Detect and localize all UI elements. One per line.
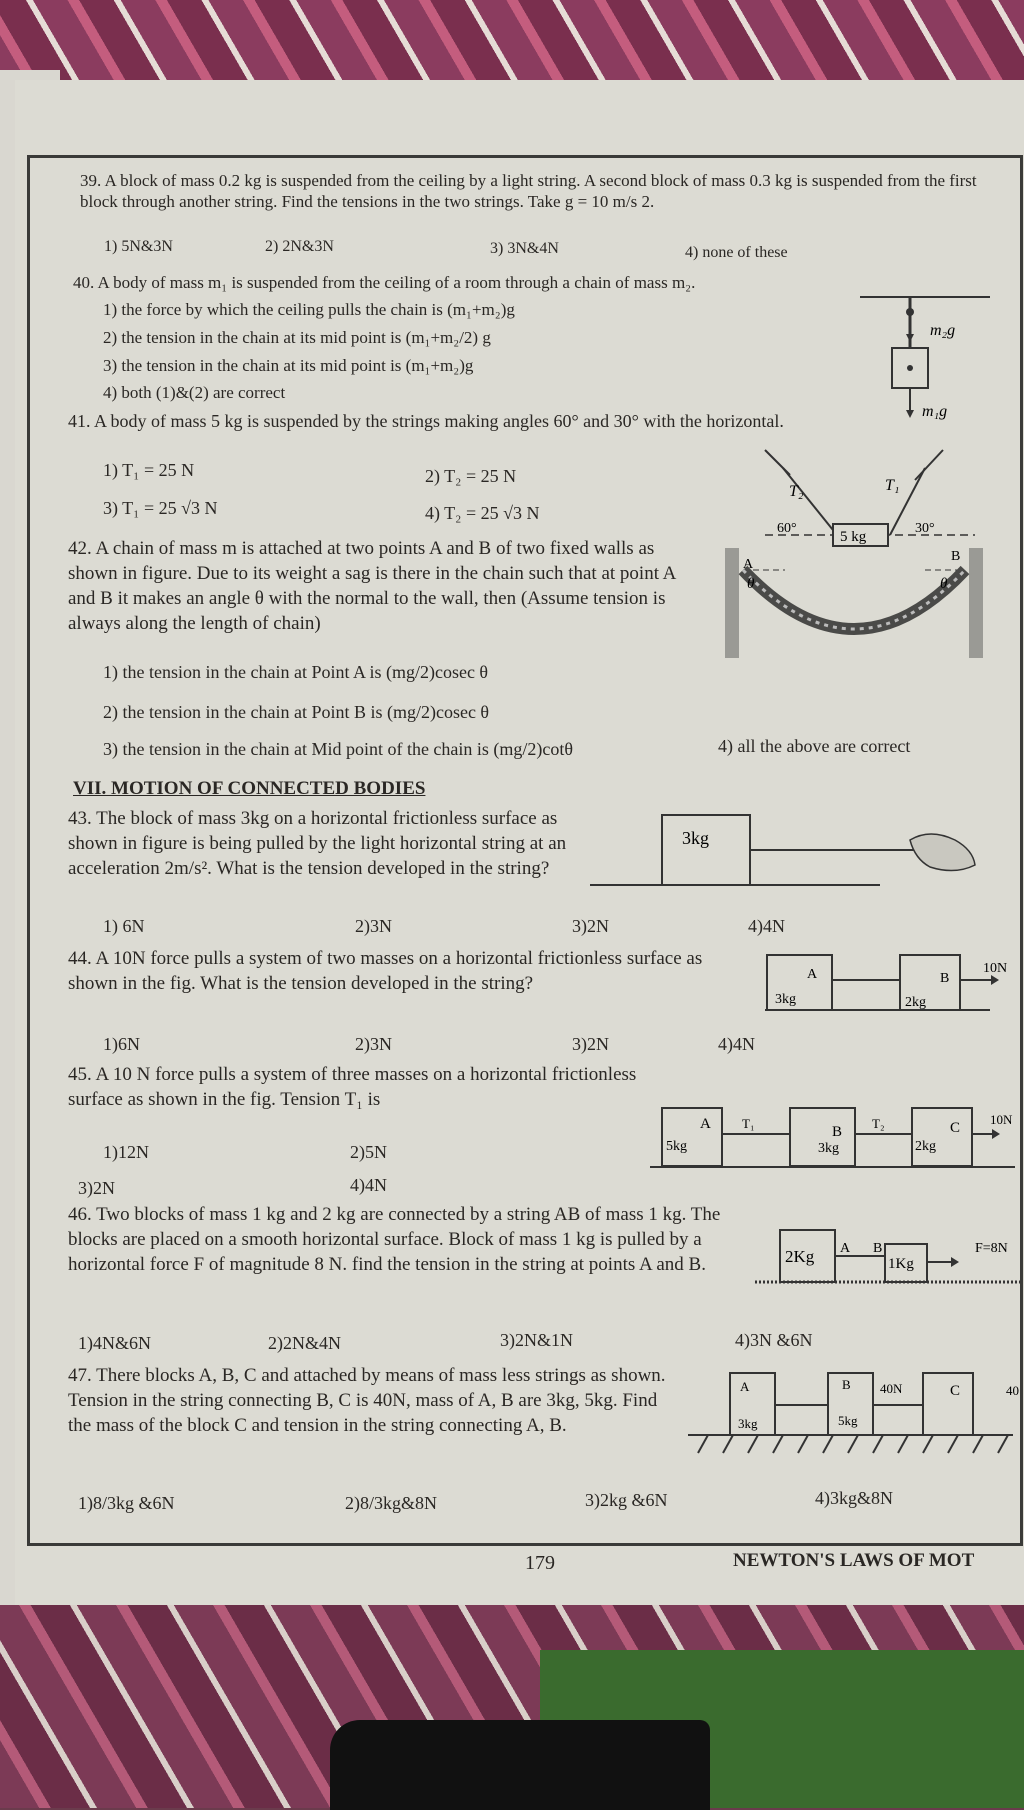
q45-option-2: 2)5N (350, 1142, 387, 1162)
q40-option-4: 4) both (1)&(2) are correct (103, 383, 286, 402)
q45-figure (650, 1100, 1020, 1170)
svg-text:B: B (940, 971, 950, 986)
q47-option-2: 2)8/3kg&8N (345, 1493, 437, 1513)
q42-option-3: 3) the tension in the chain at Mid point of the chain is (mg/2)cotθ (103, 739, 574, 759)
q42-option-1: 1) the tension in the chain at Point A is (mg/2)cosec θ (103, 662, 489, 682)
svg-text:B: B (951, 549, 961, 564)
svg-text:A: A (807, 967, 818, 982)
q47-option-4: 4)3kg&8N (815, 1488, 893, 1508)
question-40: 40. A body of mass m₁ is suspended from the ceiling of a room through a chain of mass m₂. (73, 273, 696, 292)
q42-figure (725, 548, 985, 663)
q41-option-4: 4) T₂ = 25 √3 N (425, 503, 540, 523)
svg-text:B: B (842, 1377, 851, 1392)
q46-option-2: 2)2N&4N (268, 1333, 341, 1353)
q40-figure (860, 292, 990, 432)
svg-text:2Kg: 2Kg (785, 1247, 815, 1266)
q47-option-1: 1)8/3kg &6N (78, 1493, 175, 1513)
svg-text:2kg: 2kg (915, 1139, 936, 1154)
svg-text:2kg: 2kg (905, 995, 926, 1010)
question-45: 45. A 10 N force pulls a system of three masses on a horizontal frictionless surface as shown in the fig. Tension T₁ is (68, 1064, 637, 1110)
svg-text:θ: θ (940, 576, 948, 592)
svg-text:30°: 30° (915, 521, 935, 536)
q42-option-4: 4) all the above are correct (718, 736, 911, 756)
q46-figure (755, 1222, 1020, 1287)
svg-text:m₂g: m₂g (930, 322, 956, 339)
svg-text:B: B (873, 1241, 883, 1256)
svg-text:A: A (840, 1241, 851, 1256)
q46-option-1: 1)4N&6N (78, 1333, 151, 1353)
svg-text:5kg: 5kg (666, 1139, 687, 1154)
question-42: 42. A chain of mass m is attached at two points A and B of two fixed walls as shown in figure. Due to its weight a sag is there in the chain such that at point A and B it makes an angle θ with the normal to the wall, then (Assume tension is always along the length of chain) (68, 538, 676, 634)
q39-option-2: 2) 2N&3N (265, 238, 334, 255)
svg-text:5kg: 5kg (838, 1413, 858, 1428)
question-47: 47. There blocks A, B, C and attached by means of mass less strings as shown. Tension in the string connecting B, C is 40N, mass of A, B are 3kg, 5kg. Find the mass of the block C and tension in the string connecting A, B. (68, 1365, 666, 1436)
q43-option-1: 1) 6N (103, 916, 145, 936)
svg-text:F=8N: F=8N (975, 1241, 1008, 1256)
svg-text:m₁g: m₁g (922, 403, 948, 420)
question-46: 46. Two blocks of mass 1 kg and 2 kg are connected by a string AB of mass 1 kg. The blocks are placed on a smooth horizontal surface. Block of mass 1 kg is pulled by a horizontal force F of magnitude 8 N. find the tension in the string at points A and B. (68, 1204, 721, 1275)
svg-text:A: A (740, 1379, 750, 1394)
svg-text:A: A (700, 1116, 711, 1132)
svg-text:3kg: 3kg (738, 1416, 758, 1431)
q42-option-2: 2) the tension in the chain at Point B is (mg/2)cosec θ (103, 702, 490, 722)
svg-text:A: A (743, 557, 754, 572)
q44-figure (765, 950, 1020, 1012)
svg-text:B: B (832, 1124, 843, 1140)
q41-option-3: 3) T₁ = 25 √3 N (103, 498, 218, 518)
q39-option-1: 1) 5N&3N (104, 238, 173, 255)
svg-text:10N: 10N (983, 961, 1008, 976)
q39-option-4: 4) none of these (685, 244, 788, 261)
svg-text:5 kg: 5 kg (840, 529, 867, 545)
svg-text:3kg: 3kg (818, 1141, 839, 1156)
question-44: 44. A 10N force pulls a system of two masses on a horizontal frictionless surface as shown in the fig. What is the tension developed in the string? (68, 948, 703, 994)
svg-text:60°: 60° (777, 521, 797, 536)
pen-object (330, 1720, 710, 1810)
q44-option-1: 1)6N (103, 1034, 140, 1054)
q47-figure (688, 1365, 1018, 1460)
q40-option-2: 2) the tension in the chain at its mid point is (m₁+m₂/2) g (103, 328, 491, 347)
svg-text:3kg: 3kg (775, 992, 796, 1007)
q46-option-3: 3)2N&1N (500, 1330, 573, 1350)
q47-option-3: 3)2kg &6N (585, 1490, 668, 1510)
q43-option-3: 3)2N (572, 916, 609, 936)
q44-option-3: 3)2N (572, 1034, 609, 1054)
q44-option-4: 4)4N (718, 1034, 755, 1054)
q45-option-1: 1)12N (103, 1142, 149, 1162)
q45-option-3: 3)2N (78, 1178, 115, 1198)
q43-option-2: 2)3N (355, 916, 392, 936)
question-41: 41. A body of mass 5 kg is suspended by the strings making angles 60° and 30° with the horizontal. (68, 411, 784, 431)
svg-text:3kg: 3kg (682, 828, 709, 848)
svg-text:40: 40 (1006, 1383, 1019, 1398)
question-43: 43. The block of mass 3kg on a horizontal frictionless surface as shown in figure is being pulled by the light horizontal string at an acceleration 2m/s². What is the tension developed in the string? (68, 808, 567, 879)
q46-option-4: 4)3N &6N (735, 1330, 813, 1350)
question-39: 39. A block of mass 0.2 kg is suspended from the ceiling by a light string. A second block of mass 0.3 kg is suspended from the first block through another string. Find the tensions in the two strings. Take g = 10 m/s 2. (80, 171, 977, 211)
q39-option-3: 3) 3N&4N (490, 240, 559, 257)
svg-text:C: C (950, 1120, 961, 1136)
chapter-title: NEWTON'S LAWS OF MOT (733, 1550, 975, 1571)
svg-text:10N: 10N (990, 1112, 1013, 1127)
section-heading: VII. MOTION OF CONNECTED BODIES (73, 778, 426, 799)
svg-text:C: C (950, 1383, 961, 1399)
svg-text:40N: 40N (880, 1381, 903, 1396)
q43-figure (590, 810, 990, 890)
q40-option-1: 1) the force by which the ceiling pulls the chain is (m₁+m₂)g (103, 300, 515, 319)
svg-text:T₁: T₁ (742, 1116, 755, 1131)
q44-option-2: 2)3N (355, 1034, 392, 1054)
q41-option-2: 2) T₂ = 25 N (425, 466, 517, 486)
page-number: 179 (525, 1552, 555, 1574)
svg-text:T₁: T₁ (885, 477, 900, 494)
q40-option-3: 3) the tension in the chain at its mid point is (m₁+m₂)g (103, 356, 474, 375)
svg-text:1Kg: 1Kg (888, 1256, 914, 1272)
svg-text:T₂: T₂ (789, 483, 804, 500)
q45-option-4: 4)4N (350, 1175, 387, 1195)
svg-text:θ: θ (747, 576, 755, 592)
q41-option-1: 1) T₁ = 25 N (103, 460, 195, 480)
svg-text:T₂: T₂ (872, 1116, 885, 1131)
q43-option-4: 4)4N (748, 916, 785, 936)
q41-figure (765, 440, 980, 550)
